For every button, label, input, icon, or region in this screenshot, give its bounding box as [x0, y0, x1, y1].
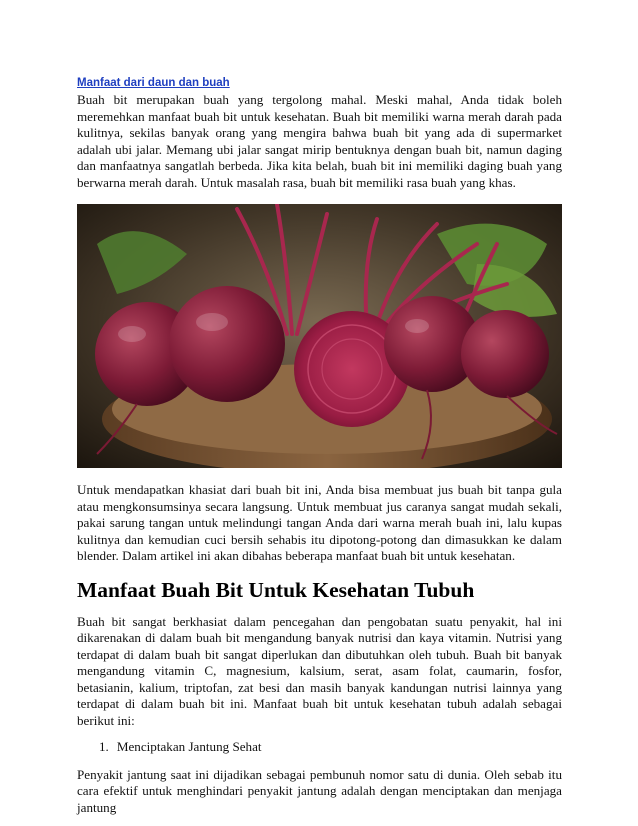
section-heading: Manfaat Buah Bit Untuk Kesehatan Tubuh — [77, 577, 475, 602]
list-item-text: Menciptakan Jantung Sehat — [116, 739, 262, 754]
document-body — [77, 74, 562, 816]
link-title[interactable]: Manfaat dari daun dan buah — [77, 77, 230, 89]
intro-paragraph: Buah bit merupakan buah yang tergolong mahal. Meski mahal, Anda tidak boleh meremehkan manfaat buah bit untuk kesehatan. Buah bit memiliki warna merah darah pada kulitnya, sekilas banyak orang yang mengira bahwa buah bit yang ada di supermarket adalah ubi jalar. Memang ubi jalar sangat mirip bentuknya dengan buah bit, namun daging dan manfaatnya sangatlah berbeda. Jika kita belah, buah bit ini memiliki daging buah yang berwarna merah darah. Untuk masalah rasa, buah bit memiliki rasa buah yang khas. — [77, 92, 562, 190]
nutrition-paragraph: Buah bit sangat berkhasiat dalam pencegahan dan pengobatan suatu penyakit, hal ini dikarenakan di dalam buah bit mengandung banyak nutrisi dan kaya vitamin. Nutrisi yang terdapat di dalam buah bit sangat diperlukan dan dibutuhkan oleh tubuh. Buah bit banyak mengandung vitamin C, magnesium, kalsium, serat, asam folat, caumarin, fosfor, betasianin, kalium, triptofan, zat besi dan masih banyak kandungan nutrisi lainnya yang terdapat di dalam buah bit ini. Manfaat buah bit untuk kesehatan tubuh adalah sebagai berikut ini: — [77, 613, 562, 728]
heart-paragraph: Penyakit jantung saat ini dijadikan sebagai pembunuh nomor satu di dunia. Oleh sebab itu cara efektif untuk menghindari penyakit jantung adalah dengan menciptakan dan menjaga jantung — [77, 766, 562, 815]
list-item-number: 1. — [99, 739, 109, 754]
juice-paragraph: Untuk mendapatkan khasiat dari buah bit ini, Anda bisa membuat jus buah bit tanpa gula atau mengkonsumsinya secara langsung. Untuk membuat jus caranya sangat mudah sekali, pakai sarung tangan untuk melindungi tangan Anda dari warna merah buah ini, lalu kupas kulitnya dan kemudian cuci bersih sehabis itu dipotong-potong dan dimasukkan ke dalam blender. Dalam artikel ini akan dibahas beberapa manfaat buah bit untuk kesehatan. — [77, 482, 562, 563]
list-item — [99, 739, 562, 756]
beetroot-photo — [77, 204, 562, 468]
